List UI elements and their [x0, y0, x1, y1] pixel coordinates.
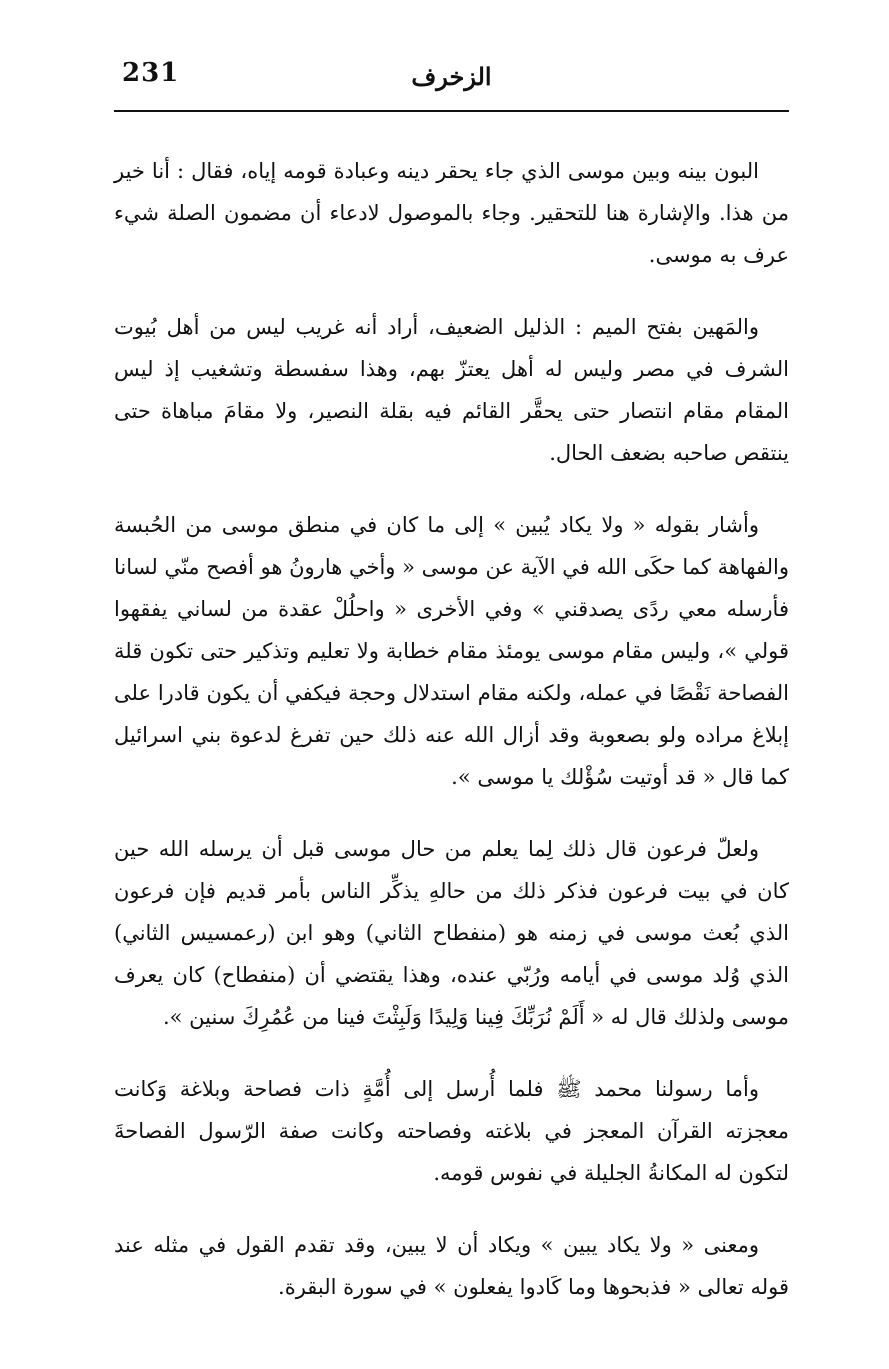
page-body [114, 150, 789, 1338]
paragraph: وأما رسولنا محمد ﷺ فلما أُرسل إلى أُمَّةٍ ذات فصاحة وبلاغة وَكانت معجزته القرآن المعجز في بلاغته وفصاحته وكانت صفة الرّسول الفصاحةَ لتكون له المكانةُ الجليلة في نفوس قومه. [114, 1077, 789, 1185]
paragraph: ومعنى « ولا يكاد يبين » ويكاد أن لا يبين، وقد تقدم القول في مثله عند قوله تعالى « فذبحوها وما كَادوا يفعلون » في سورة البقرة. [114, 1233, 789, 1299]
paragraph: وأشار بقوله « ولا يكاد يُبين » إلى ما كان في منطق موسى من الحُبسة والفهاهة كما حكَى الله في الآية عن موسى « وأخي هارونُ هو أفصح منّي لسانا فأرسله معي ردًى يصدقني » وفي الأخرى « واحلُلْ عقدة من لساني يفقهوا قولي »، وليس مقام موسى يومئذ مقام خطابة ولا تعليم وتذكير حتى تكون قلة الفصاحة نَقْصًا في عمله، ولكنه مقام استدلال وحجة فيكفي أن يكون قادرا على إبلاغ مراده ولو بصعوبة وقد أزال الله عنه ذلك حين تفرغ لدعوة بني اسرائيل كما قال « قد أوتيت سُؤْلك يا موسى ». [113, 513, 790, 789]
paragraph: البون بينه وبين موسى الذي جاء يحقر دينه وعبادة قومه إياه، فقال : أنا خير من هذا. والإشارة هنا للتحقير. وجاء بالموصول لادعاء أن مضمون الصلة شيء عرف به موسى. [114, 159, 789, 267]
paragraph: والمَهين بفتح الميم : الذليل الضعيف، أراد أنه غريب ليس من أهل بُيوت الشرف في مصر وليس له أهل يعتزّ بهم، وهذا سفسطة وتشغيب إذ ليس المقام مقام انتصار حتى يحقَّر القائم فيه بقلة النصير، ولا مقامَ مباهاة حتى ينتقص صاحبه بضعف الحال. [114, 315, 789, 465]
page-header [114, 56, 789, 112]
paragraph: ولعلّ فرعون قال ذلك لِما يعلم من حال موسى قبل أن يرسله الله حين كان في بيت فرعون فذكر ذلك من حالهِ يذكِّر الناس بأمر قديم فإن فرعون الذي بُعث موسى في زمنه هو (منفطاح الثاني) وهو ابن (رعمسيس الثاني) الذي وُلد موسى في أيامه ورُبّي عنده، وهذا يقتضي أن (منفطاح) كان يعرف موسى ولذلك قال له « أَلَمْ نُرَبِّكَ فِينا وَلِيدًا وَلَبِثْتَ فينا من عُمُرِكَ سنين ». [114, 837, 789, 1029]
page-number: 231 [122, 58, 180, 88]
header-rule [114, 110, 789, 112]
running-title: الزخرف [411, 62, 492, 91]
